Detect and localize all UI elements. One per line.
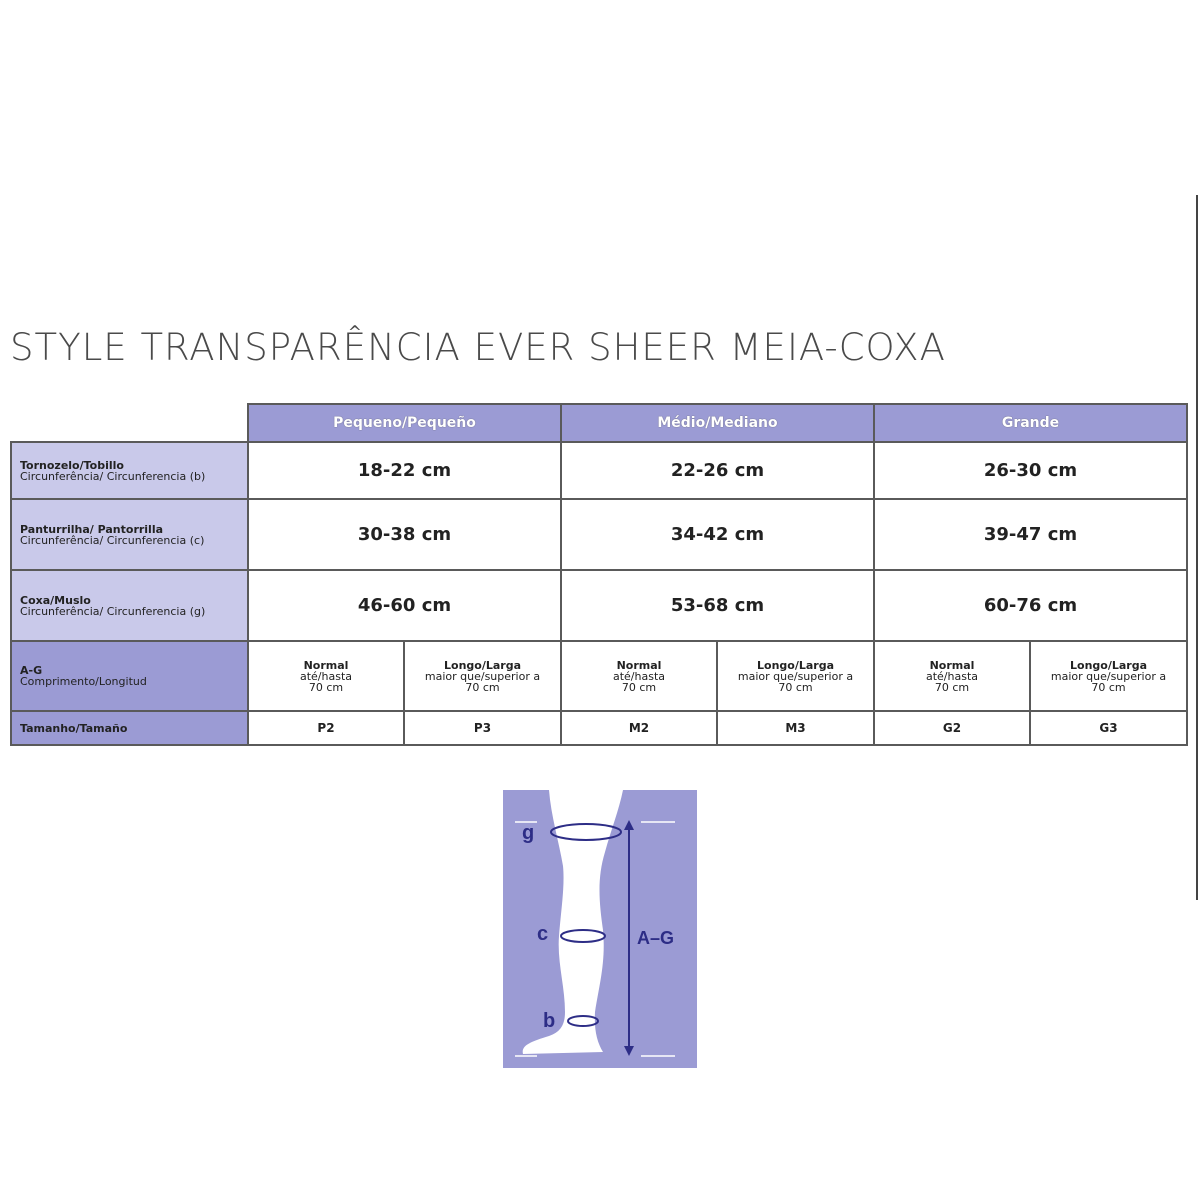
value-cell: 53-68 cm (561, 570, 874, 641)
value-cell: 26-30 cm (874, 442, 1187, 499)
size-code-row (11, 711, 1187, 745)
size-code-cell: P3 (404, 711, 561, 745)
length-line: 70 cm (778, 680, 813, 694)
value-cell: 22-26 cm (561, 442, 874, 499)
table-row (11, 570, 1187, 641)
size-table (10, 403, 1188, 746)
size-code-cell: M3 (717, 711, 874, 745)
row-label-main: Tornozelo/Tobillo (20, 458, 124, 472)
length-line: 70 cm (934, 680, 970, 694)
value-cell: 34-42 cm (561, 499, 874, 570)
row-label-main: A-G (20, 664, 43, 677)
value-cell: 60-76 cm (874, 570, 1187, 641)
label-b: b (543, 1010, 556, 1032)
length-normal-cell (561, 641, 717, 711)
label-a-g: A–G (637, 928, 675, 948)
value-cell: 30-38 cm (248, 499, 561, 570)
row-label-main: Tamanho/Tamaño (20, 721, 128, 735)
value-cell: 46-60 cm (248, 570, 561, 641)
header-large: Grande (874, 404, 1187, 442)
row-label-thigh (11, 570, 248, 641)
row-label-sub: Circunferência/ Circunferencia (b) (20, 469, 206, 483)
header-small: Pequeno/Pequeño (248, 404, 561, 442)
value-cell: 18-22 cm (248, 442, 561, 499)
label-c: c (537, 923, 549, 945)
length-normal-cell (248, 641, 404, 711)
size-code-cell: G2 (874, 711, 1030, 745)
header-row (11, 404, 1187, 442)
length-title: Normal (303, 658, 349, 672)
size-code-cell: G3 (1030, 711, 1187, 745)
row-label-calf (11, 499, 248, 570)
row-label-length (11, 641, 248, 711)
value-cell: 39-47 cm (874, 499, 1187, 570)
length-line: até/hasta (925, 669, 979, 683)
length-line: 70 cm (308, 680, 344, 694)
header-medium: Médio/Mediano (561, 404, 874, 442)
length-title: Longo/Larga (757, 658, 834, 672)
row-label-main: Panturrilha/ Pantorrilla (20, 522, 164, 536)
leg-measurement-diagram (503, 790, 697, 1068)
table-row (11, 499, 1187, 570)
length-line: 70 cm (465, 680, 500, 694)
length-title: Normal (929, 658, 975, 672)
row-label-ankle (11, 442, 248, 499)
length-long-cell (717, 641, 874, 711)
length-title: Longo/Larga (444, 658, 521, 672)
length-normal-cell (874, 641, 1030, 711)
length-line: até/hasta (299, 669, 353, 683)
length-long-cell (404, 641, 561, 711)
label-g: g (522, 822, 535, 844)
length-line: maior que/superior a (1050, 669, 1167, 683)
page-edge-line (1196, 195, 1198, 900)
page-title: STYLE TRANSPARÊNCIA EVER SHEER MEIA-COXA (10, 326, 946, 369)
length-line: 70 cm (1091, 680, 1126, 694)
length-title: Normal (616, 658, 662, 672)
row-label-sub: Comprimento/Longitud (20, 675, 147, 688)
row-label-main: Coxa/Muslo (20, 593, 91, 607)
row-label-sub: Circunferência/ Circunferencia (c) (20, 533, 205, 547)
length-line: até/hasta (612, 669, 666, 683)
table-row (11, 442, 1187, 499)
row-label-sub: Circunferência/ Circunferencia (g) (20, 604, 206, 618)
row-label-size (11, 711, 248, 745)
length-title: Longo/Larga (1070, 658, 1147, 672)
length-line: 70 cm (621, 680, 657, 694)
length-long-cell (1030, 641, 1187, 711)
corner-cell (11, 404, 248, 442)
length-line: maior que/superior a (424, 669, 541, 683)
length-line: maior que/superior a (737, 669, 854, 683)
size-code-cell: P2 (248, 711, 404, 745)
size-code-cell: M2 (561, 711, 717, 745)
length-row (11, 641, 1187, 711)
